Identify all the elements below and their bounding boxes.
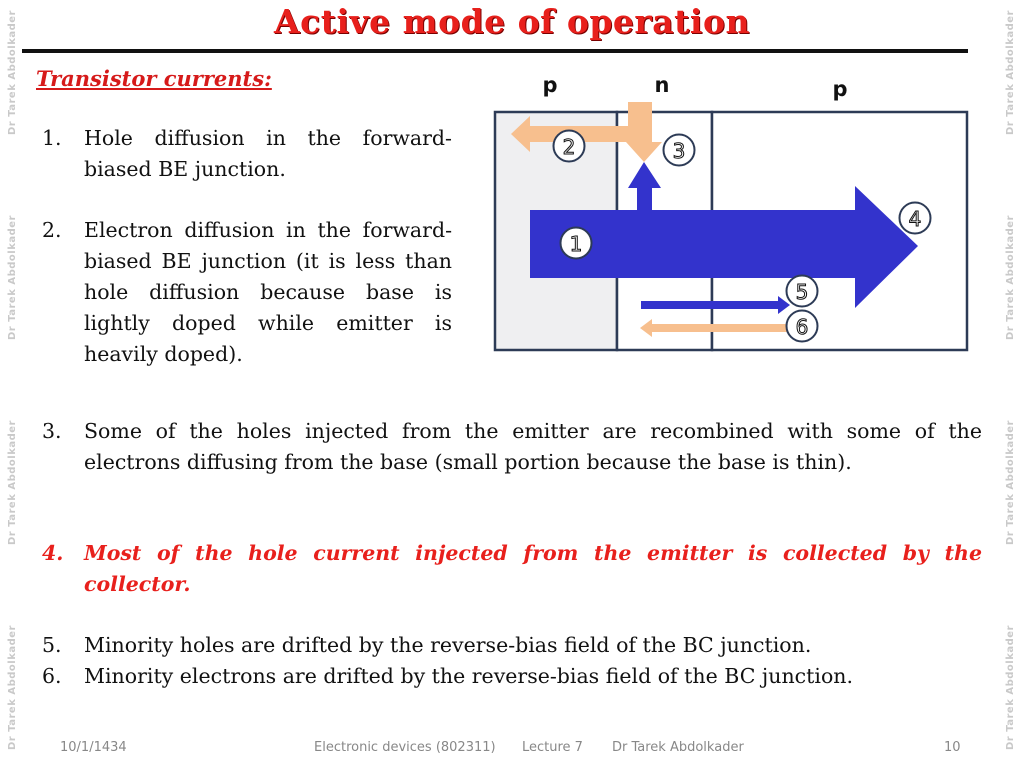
item-number: 5. [42, 633, 62, 657]
item-text: Minority holes are drifted by the reverse-bias field of the BC junction. [84, 633, 812, 657]
footer-lecture: Lecture 7 [522, 740, 583, 755]
footer-author: Dr Tarek Abdolkader [612, 740, 744, 755]
marker-5 [787, 276, 818, 307]
item-text: Some of the holes injected from the emitter are recombined with some of the electrons diffusing from the base (small portion because the base is thin). [84, 419, 982, 474]
svg-text:5: 5 [795, 280, 809, 304]
marker-1 [561, 228, 592, 259]
watermark-right-3: Dr Tarek Abdolkader [1005, 420, 1016, 545]
marker-4 [900, 203, 931, 234]
svg-text:2: 2 [562, 135, 576, 159]
item-text: Electron diffusion in the forward-biased BE junction (it is less than hole diffusion because base is lightly doped while emitter is heavily doped). [84, 218, 452, 366]
svg-text:3: 3 [672, 139, 686, 163]
marker-6 [787, 311, 818, 342]
footer-date: 10/1/1434 [60, 740, 127, 755]
watermark-right-2: Dr Tarek Abdolkader [1005, 215, 1016, 340]
slide-title: Active mode of operation [274, 2, 750, 41]
item-number: 3. [42, 419, 62, 443]
watermark-left-1: Dr Tarek Abdolkader [7, 10, 18, 135]
item-number: 2. [42, 218, 62, 242]
item-text: Hole diffusion in the forward-biased BE junction. [84, 126, 452, 181]
item-number: 4. [42, 541, 64, 565]
marker-3 [664, 135, 695, 166]
watermark-left-2: Dr Tarek Abdolkader [7, 215, 18, 340]
section-subtitle: Transistor currents: [36, 66, 272, 91]
item-text: Minority electrons are drifted by the reverse-bias field of the BC junction. [84, 664, 854, 688]
region-label-base: n [654, 73, 670, 97]
item-text: Most of the hole current injected from the emitter is collected by the collector. [84, 541, 982, 596]
watermark-left-3: Dr Tarek Abdolkader [7, 420, 18, 545]
svg-text:6: 6 [795, 315, 809, 339]
region-label-emitter: p [542, 73, 558, 97]
svg-text:1: 1 [569, 232, 583, 256]
item-number: 1. [42, 126, 62, 150]
region-label-collector: p [832, 77, 848, 101]
footer-page-number: 10 [944, 740, 961, 755]
item-number: 6. [42, 664, 62, 688]
footer-course: Electronic devices (802311) [314, 740, 496, 755]
watermark-left-4: Dr Tarek Abdolkader [7, 625, 18, 750]
svg-text:4: 4 [908, 207, 922, 231]
watermark-right-1: Dr Tarek Abdolkader [1005, 10, 1016, 135]
marker-2 [554, 131, 585, 162]
watermark-right-4: Dr Tarek Abdolkader [1005, 625, 1016, 750]
